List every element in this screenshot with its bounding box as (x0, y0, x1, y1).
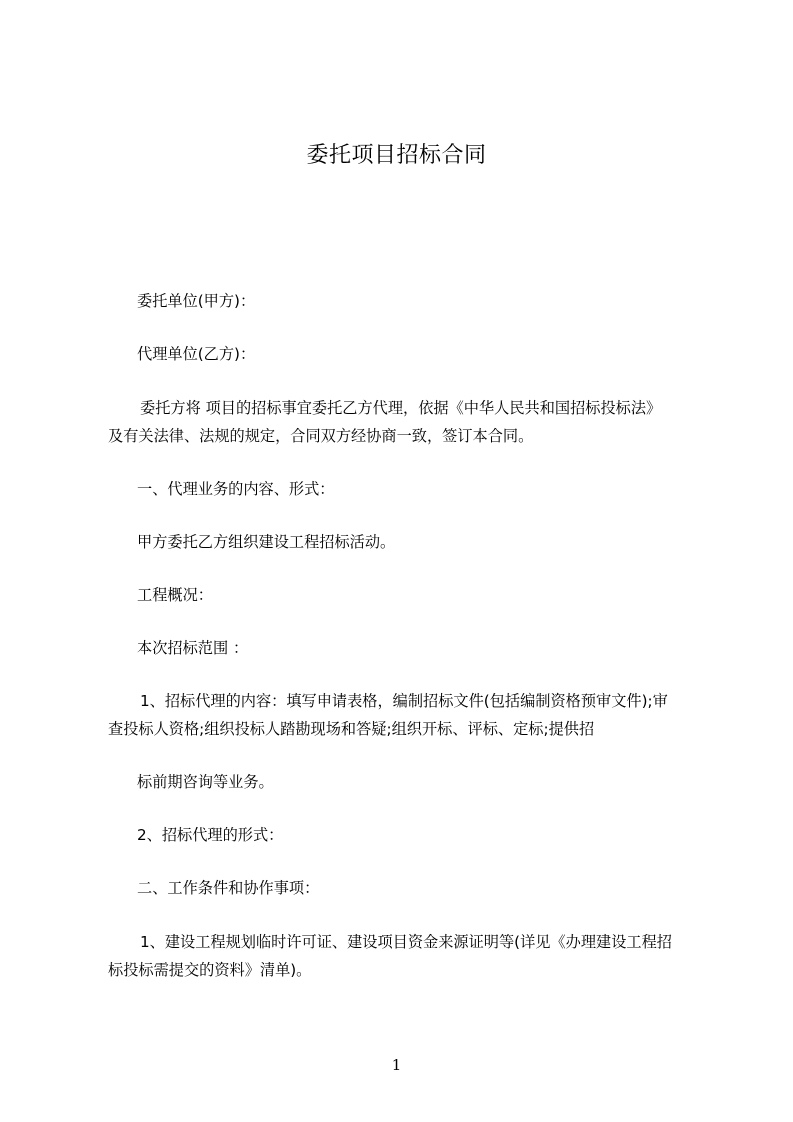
intro-paragraph-line-1: 委托方将 项目的招标事宜委托乙方代理，依据《中华人民共和国招标投标法》 (140, 399, 662, 417)
party-b-line: 代理单位(乙方)： (137, 345, 256, 363)
page-number: 1 (391, 1056, 402, 1074)
intro-paragraph-line-2: 及有关法律、法规的规定，合同双方经协商一致，签订本合同。 (108, 427, 534, 445)
document-title: 委托项目招标合同 (306, 143, 487, 168)
item-1-line-2: 查投标人资格;组织投标人踏勘现场和答疑;组织开标、评标、定标;提供招 (108, 720, 595, 738)
item-1-line-1: 1、招标代理的内容：填写申请表格，编制招标文件(包括编制资格预审文件);审 (140, 692, 668, 710)
party-a-line: 委托单位(甲方)： (137, 292, 256, 310)
section-1-text: 甲方委托乙方组织建设工程招标活动。 (137, 533, 396, 551)
bid-scope-label: 本次招标范围 ： (137, 639, 249, 657)
section-2-item-1-line-2: 标投标需提交的资料》清单)。 (108, 961, 312, 979)
section-2-heading: 二、工作条件和协作事项： (137, 879, 320, 897)
section-1-heading: 一、代理业务的内容、形式： (137, 480, 335, 498)
section-2-item-1-line-1: 1、建设工程规划临时许可证、建设项目资金来源证明等(详见《办理建设工程招 (140, 933, 672, 951)
item-1-line-3: 标前期咨询等业务。 (137, 773, 274, 791)
project-overview-label: 工程概况： (137, 586, 213, 604)
item-2-line: 2、招标代理的形式： (137, 826, 284, 844)
